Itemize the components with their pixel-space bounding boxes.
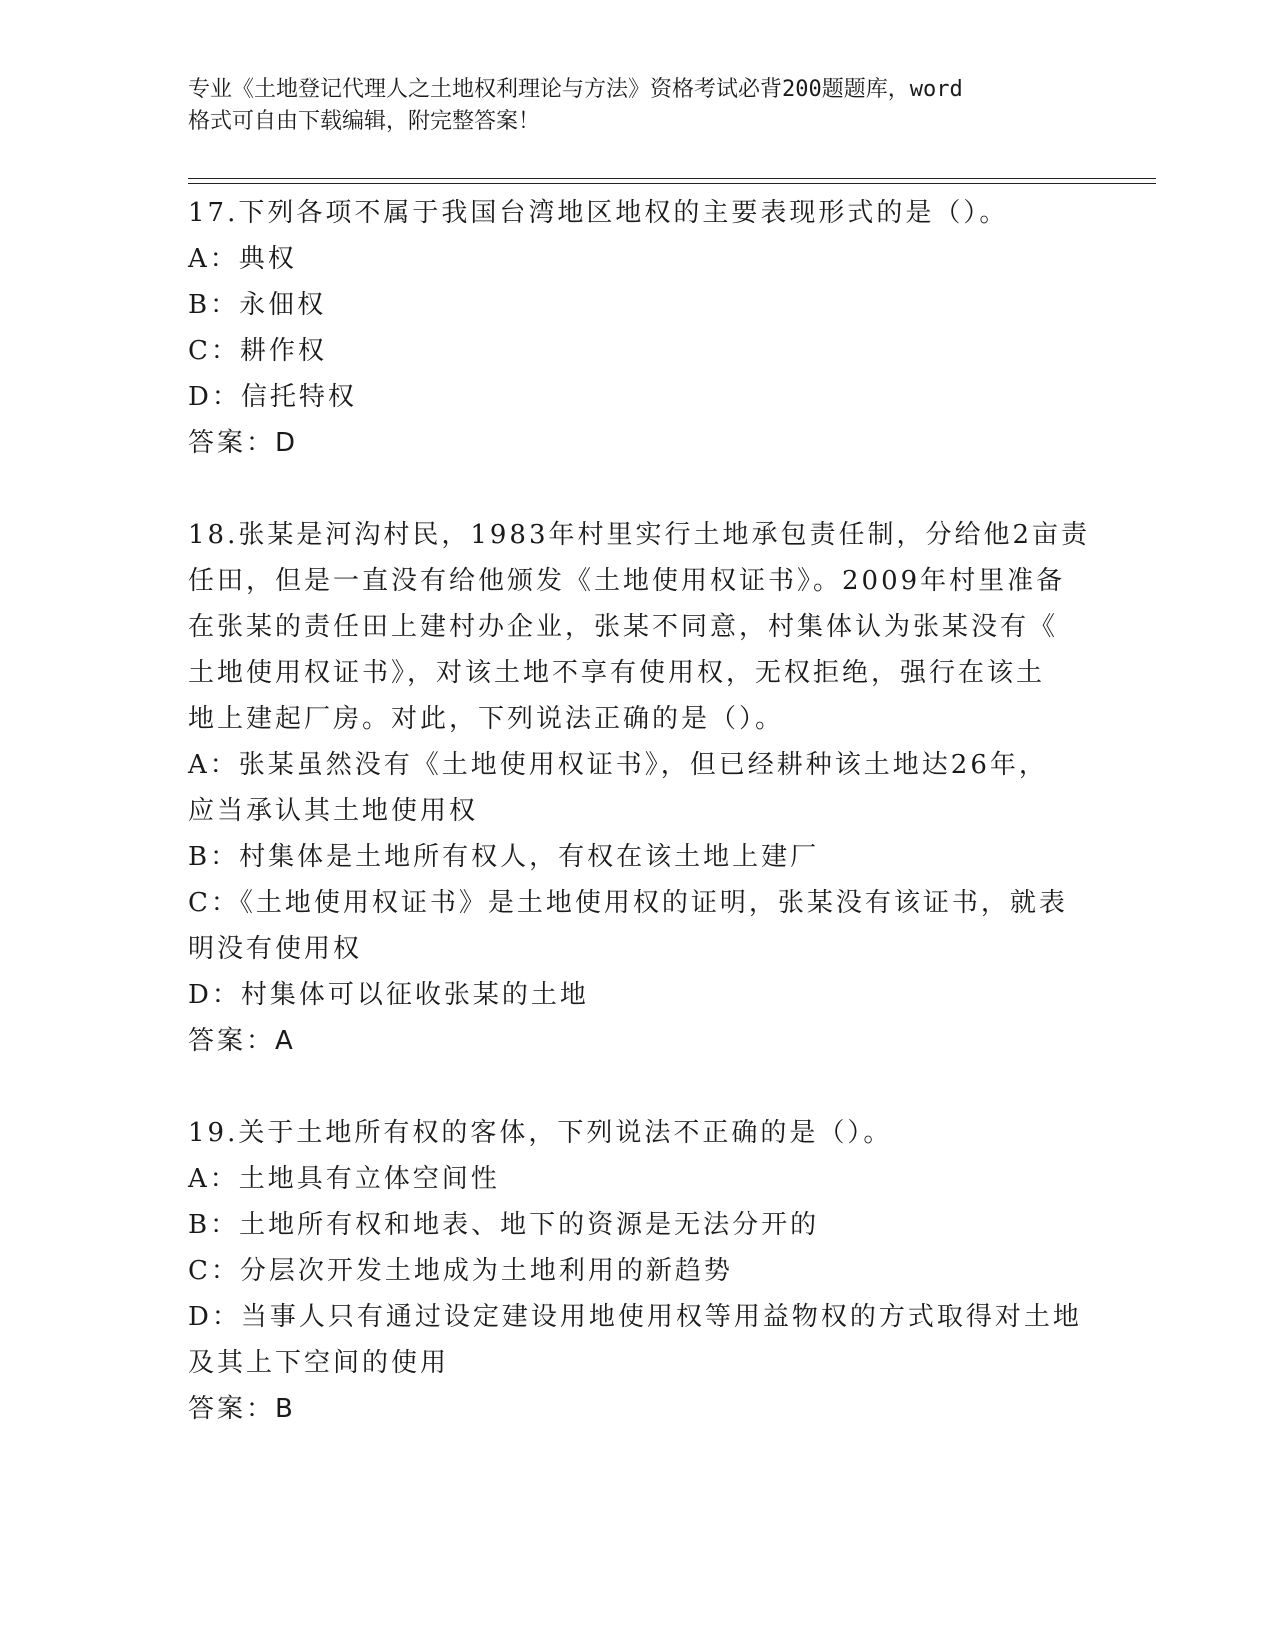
option-a: A：土地具有立体空间性	[188, 1164, 500, 1194]
option-a-continued: 应当承认其土地使用权	[188, 796, 479, 826]
option-c-continued: 明没有使用权	[188, 934, 363, 964]
question-list	[188, 190, 1091, 1432]
option-b: B：永佃权	[188, 290, 327, 320]
header-line-2: 格式可自由下载编辑，附完整答案！	[188, 109, 541, 134]
header-line-1: 专业《土地登记代理人之土地权利理论与方法》资格考试必背200题题库，word	[188, 77, 963, 102]
question-stem: 地上建起厂房。对此，下列说法正确的是（）。	[188, 704, 785, 734]
option-d-continued: 及其上下空间的使用	[188, 1348, 450, 1378]
answer-label: 答案：D	[188, 428, 299, 458]
answer-label: 答案：A	[188, 1026, 296, 1056]
option-d: D：村集体可以征收张某的土地	[188, 980, 589, 1010]
header-divider-top	[188, 178, 1156, 179]
question-stem: 17.下列各项不属于我国台湾地区地权的主要表现形式的是（）。	[188, 198, 1009, 228]
option-c: C：分层次开发土地成为土地利用的新趋势	[188, 1256, 733, 1286]
option-a: A：典权	[188, 244, 297, 274]
option-d: D：信托特权	[188, 382, 357, 412]
question-stem: 土地使用权证书》，对该土地不享有使用权，无权拒绝，强行在该土	[188, 658, 1046, 688]
option-c: C：《土地使用权证书》是土地使用权的证明，张某没有该证书，就表	[188, 888, 1068, 918]
question-stem: 任田，但是一直没有给他颁发《土地使用权证书》。2009年村里准备	[188, 566, 1066, 596]
option-d: D：当事人只有通过设定建设用地使用权等用益物权的方式取得对土地	[188, 1302, 1082, 1332]
question-stem: 在张某的责任田上建村办企业，张某不同意，村集体认为张某没有《	[188, 612, 1059, 642]
option-b: B：村集体是土地所有权人，有权在该土地上建厂	[188, 842, 820, 872]
header-divider-bottom	[188, 183, 1156, 184]
question-19	[188, 1110, 1088, 1432]
question-17	[188, 190, 1088, 466]
document-header	[188, 74, 1088, 138]
question-spacer	[188, 1064, 1088, 1110]
question-stem: 18.张某是河沟村民，1983年村里实行土地承包责任制，分给他2亩责	[188, 520, 1091, 550]
question-spacer	[188, 466, 1088, 512]
question-18	[188, 512, 1091, 1064]
answer-label: 答案：B	[188, 1394, 296, 1424]
option-c: C：耕作权	[188, 336, 327, 366]
question-stem: 19.关于土地所有权的客体，下列说法不正确的是（）。	[188, 1118, 893, 1148]
option-a: A：张某虽然没有《土地使用权证书》，但已经耕种该土地达26年，	[188, 750, 1048, 780]
option-b: B：土地所有权和地表、地下的资源是无法分开的	[188, 1210, 820, 1240]
